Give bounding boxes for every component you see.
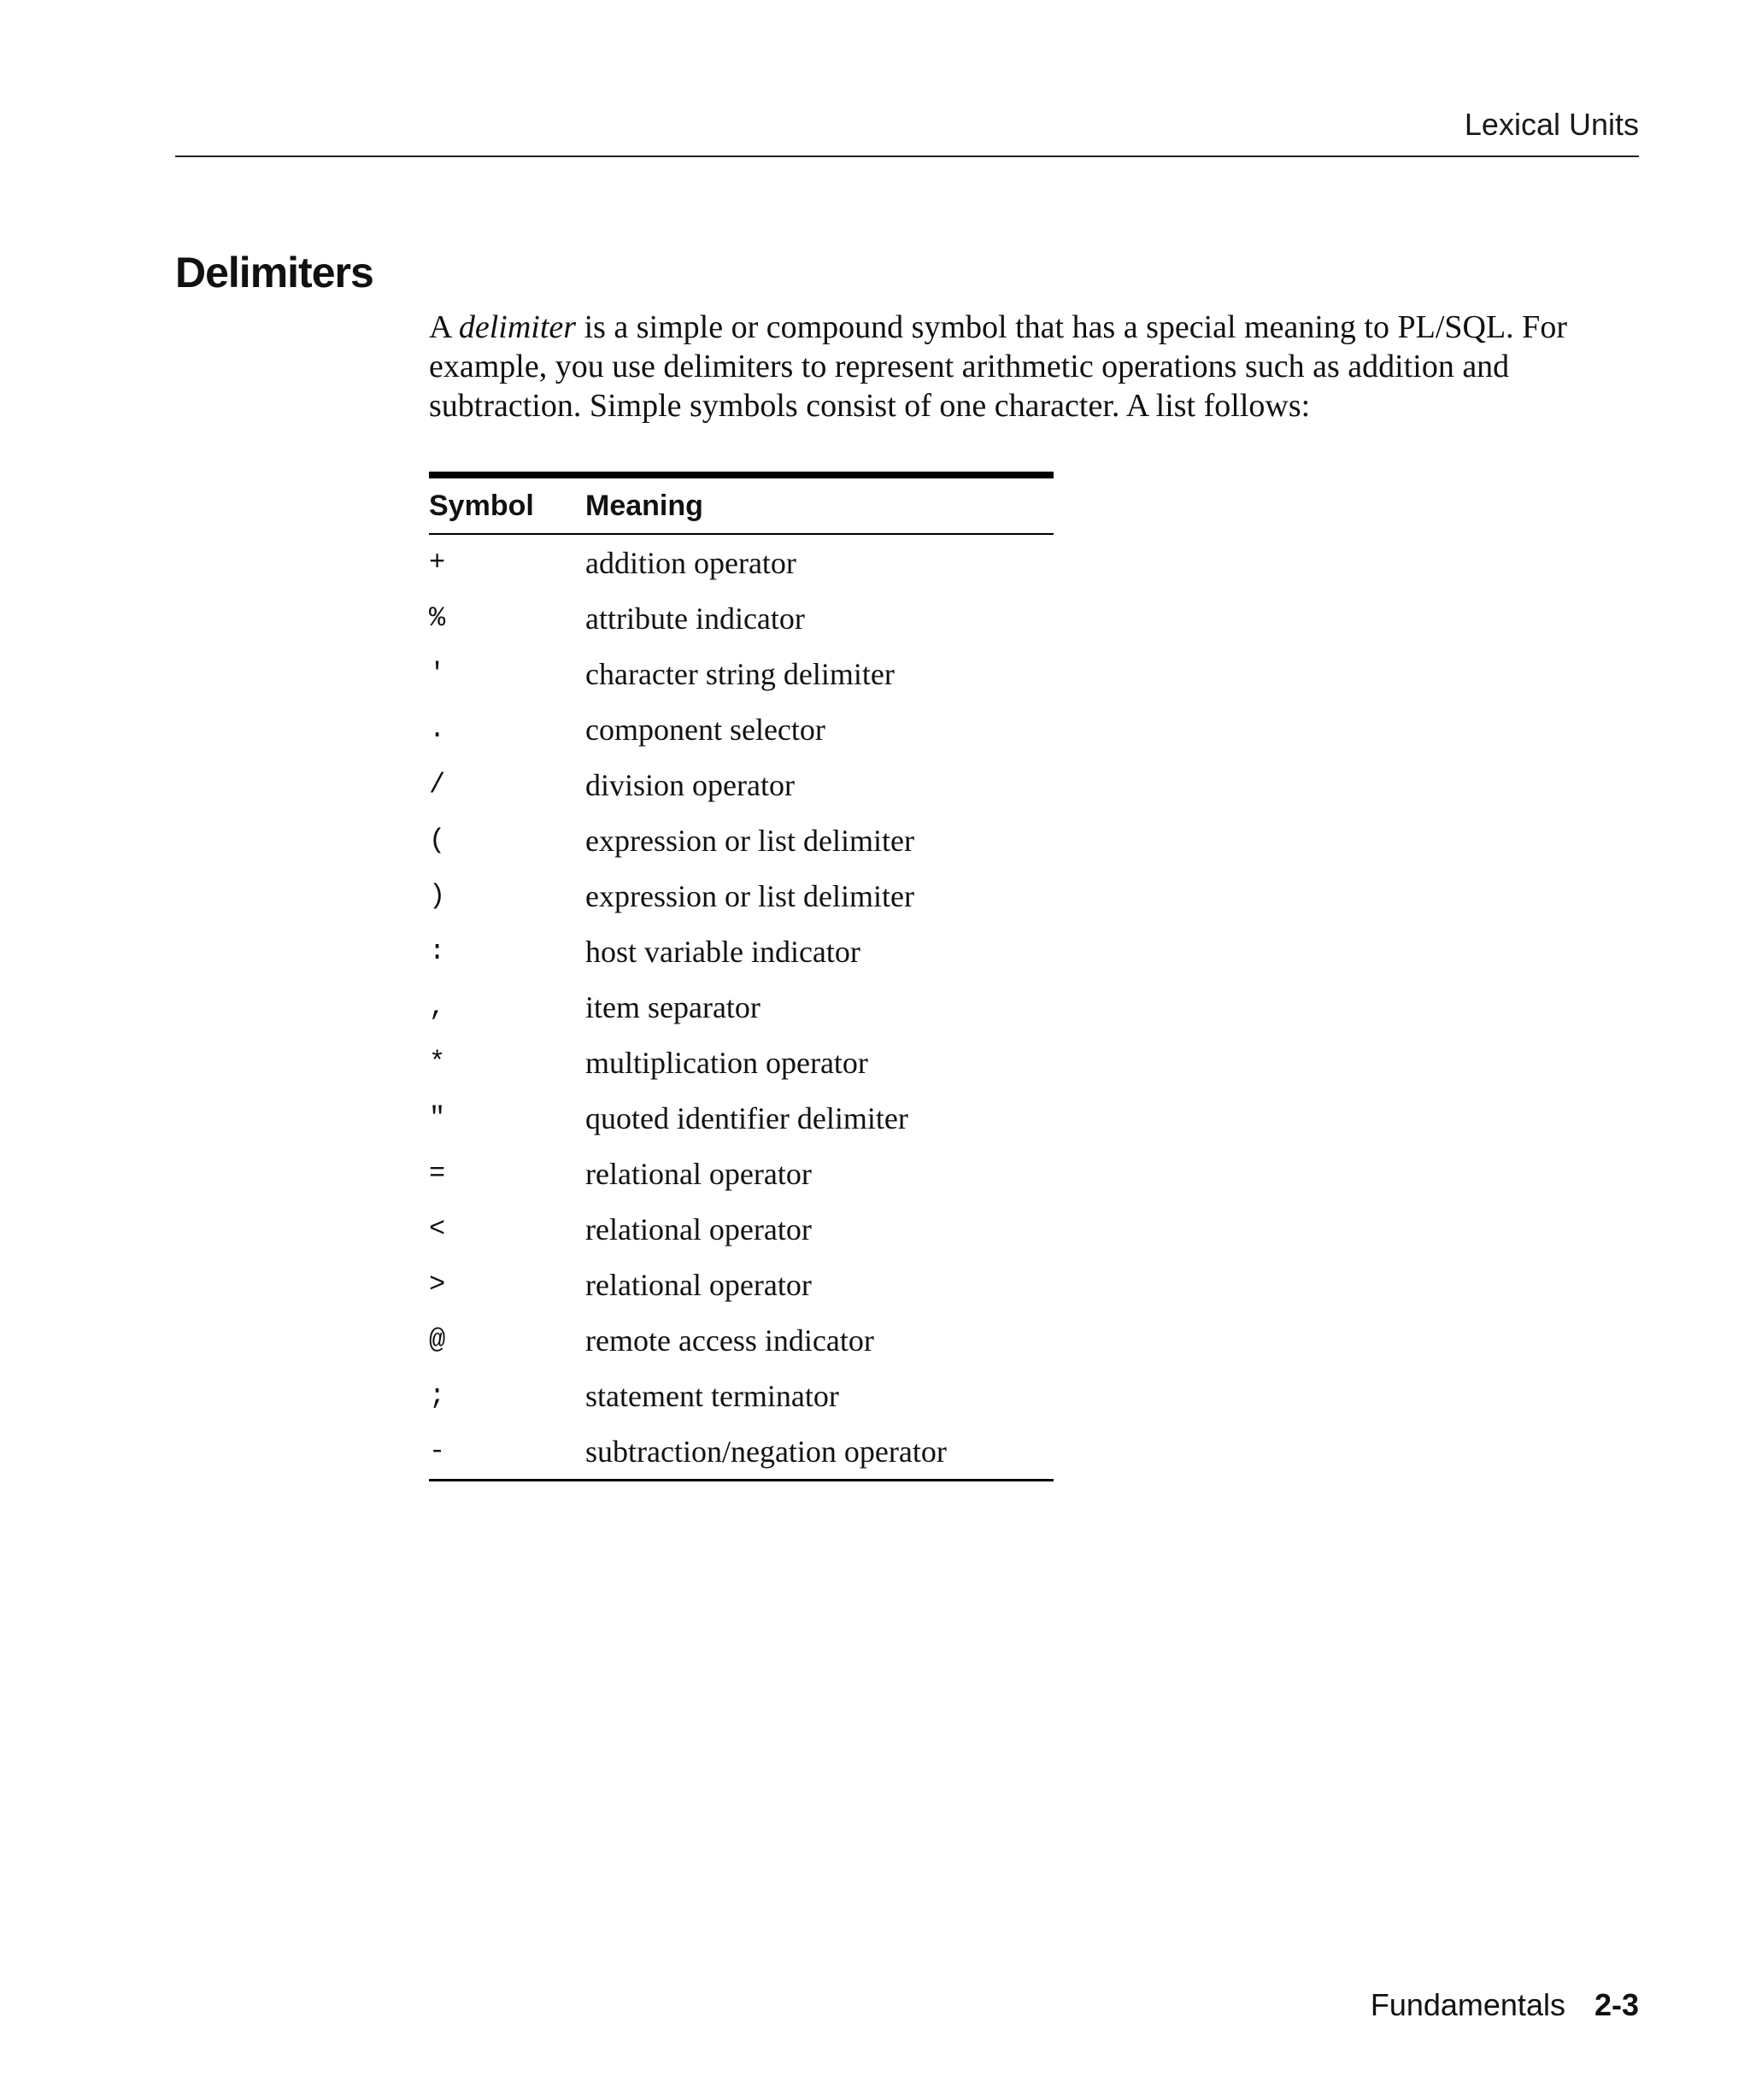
table-row	[429, 1257, 1054, 1312]
meaning-cell: relational operator	[585, 1211, 812, 1247]
table-row	[429, 1201, 1054, 1257]
table-header-row	[429, 475, 1054, 534]
symbol-cell: (	[429, 824, 446, 856]
page-footer	[1371, 1986, 1639, 2024]
symbol-cell: :	[429, 936, 446, 967]
table-row	[429, 1035, 1054, 1090]
meaning-cell: multiplication operator	[585, 1045, 868, 1080]
delimiter-table	[429, 472, 1054, 1481]
meaning-cell: subtraction/negation operator	[585, 1434, 947, 1469]
table-row	[429, 812, 1054, 868]
intro-lead: A	[429, 309, 459, 345]
table-row	[429, 590, 1054, 646]
symbol-cell: @	[429, 1324, 446, 1356]
meaning-cell: relational operator	[585, 1267, 812, 1302]
meaning-cell: statement terminator	[585, 1378, 839, 1413]
symbol-cell: ,	[429, 991, 446, 1023]
symbol-cell: '	[429, 658, 446, 689]
symbol-cell: +	[429, 547, 446, 578]
running-header-title: Lexical Units	[1464, 107, 1639, 142]
intro-paragraph	[429, 308, 1642, 425]
footer-chapter: Fundamentals	[1370, 1987, 1565, 2022]
symbol-cell: /	[429, 769, 446, 801]
meaning-cell: remote access indicator	[585, 1323, 874, 1358]
symbol-cell: >	[429, 1269, 446, 1300]
meaning-cell: component selector	[585, 712, 825, 747]
table-row	[429, 868, 1054, 924]
table-row	[429, 1368, 1054, 1423]
section-title: Delimiters	[175, 249, 373, 296]
meaning-cell: expression or list delimiter	[585, 823, 914, 858]
table-row	[429, 924, 1054, 979]
table-row	[429, 757, 1054, 812]
symbol-cell: -	[429, 1435, 446, 1467]
running-header	[175, 106, 1639, 157]
symbol-cell: )	[429, 880, 446, 912]
table-row	[429, 1146, 1054, 1201]
column-header-symbol: Symbol	[429, 475, 585, 534]
intro-rest: is a simple or compound symbol that has a special meaning to PL/SQL. For example, you use delimiters to represent arithmetic operations such as addition and subtraction. Simple symbols consist of one character. A list follows:	[429, 309, 1567, 424]
symbol-cell: .	[429, 713, 446, 745]
meaning-cell: quoted identifier delimiter	[585, 1100, 908, 1135]
symbol-cell: %	[429, 602, 446, 634]
footer-page-number: 2-3	[1594, 1987, 1639, 2022]
table-row	[429, 1312, 1054, 1368]
meaning-cell: relational operator	[585, 1156, 812, 1191]
meaning-cell: character string delimiter	[585, 656, 895, 691]
column-header-meaning: Meaning	[585, 475, 1054, 534]
meaning-cell: attribute indicator	[585, 601, 805, 636]
table-row	[429, 979, 1054, 1035]
intro-term: delimiter	[458, 309, 577, 345]
table-row	[429, 1090, 1054, 1146]
symbol-cell: ;	[429, 1380, 446, 1411]
table-row	[429, 646, 1054, 701]
table-row	[429, 534, 1054, 590]
symbol-cell: *	[429, 1047, 446, 1078]
meaning-cell: host variable indicator	[585, 934, 860, 969]
table-row	[429, 701, 1054, 757]
symbol-cell: "	[429, 1102, 446, 1134]
symbol-cell: <	[429, 1213, 446, 1245]
meaning-cell: division operator	[585, 767, 795, 802]
meaning-cell: addition operator	[585, 545, 796, 580]
symbol-cell: =	[429, 1158, 446, 1189]
meaning-cell: expression or list delimiter	[585, 878, 914, 913]
meaning-cell: item separator	[585, 989, 760, 1024]
table-row	[429, 1423, 1054, 1481]
